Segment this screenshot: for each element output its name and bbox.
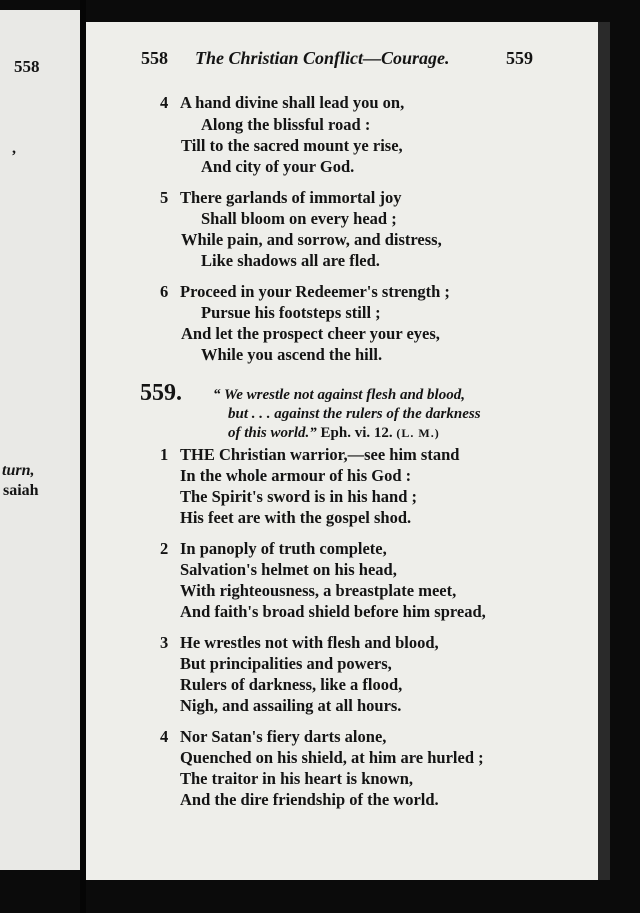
header-title: The Christian Conflict—Courage. bbox=[195, 48, 450, 68]
verse-line: The traitor in his heart is known, bbox=[180, 769, 414, 788]
page-edge bbox=[596, 22, 610, 880]
verse-line: And the dire friendship of the world. bbox=[180, 790, 439, 809]
verse-line: Nigh, and assailing at all hours. bbox=[180, 696, 402, 715]
verse-number: 2 bbox=[160, 539, 169, 558]
verse-number: 6 bbox=[160, 282, 169, 301]
verse-line: Rulers of darkness, like a flood, bbox=[180, 675, 403, 694]
epigraph-line: but . . . against the rulers of the darkness bbox=[228, 406, 481, 422]
epigraph-text: of this world.” bbox=[228, 425, 317, 441]
left-page-fragment: turn, bbox=[2, 462, 35, 479]
verse-line: In panoply of truth complete, bbox=[180, 539, 387, 558]
verse-line: Pursue his footsteps still ; bbox=[201, 303, 381, 322]
verse-line: THE Christian warrior,—see him stand bbox=[180, 445, 460, 464]
verse-line: Like shadows all are fled. bbox=[201, 251, 380, 270]
verse-line: Shall bloom on every head ; bbox=[201, 209, 397, 228]
verse-line: Quenched on his shield, at him are hurled ; bbox=[180, 748, 484, 767]
verse-line: With righteousness, a breastplate meet, bbox=[180, 581, 457, 600]
verse-line: His feet are with the gospel shod. bbox=[180, 508, 412, 527]
verse-line: And faith's broad shield before him spread, bbox=[180, 602, 486, 621]
left-page-number: 558 bbox=[14, 57, 40, 76]
verse-line: Till to the sacred mount ye rise, bbox=[181, 136, 403, 155]
verse-line: But principalities and powers, bbox=[180, 654, 392, 673]
verse-line: Proceed in your Redeemer's strength ; bbox=[180, 282, 450, 301]
verse-line: A hand divine shall lead you on, bbox=[180, 93, 405, 112]
verse-line: While pain, and sorrow, and distress, bbox=[181, 230, 442, 249]
verse-line: He wrestles not with flesh and blood, bbox=[180, 633, 439, 652]
verse-number: 4 bbox=[160, 93, 169, 112]
left-page-fragment: saiah bbox=[3, 482, 39, 499]
scripture-reference: Eph. vi. 12. bbox=[320, 425, 393, 441]
verse-line: Along the blissful road : bbox=[201, 115, 371, 134]
verse-line: There garlands of immortal joy bbox=[180, 188, 402, 207]
verse-line: And let the prospect cheer your eyes, bbox=[181, 324, 440, 343]
verse-line: While you ascend the hill. bbox=[201, 345, 383, 364]
verse-line: And city of your God. bbox=[201, 157, 355, 176]
left-page bbox=[0, 10, 80, 870]
verse-line: In the whole armour of his God : bbox=[180, 466, 412, 485]
epigraph-line: “ We wrestle not against flesh and blood, bbox=[213, 387, 465, 403]
header-right-number: 559 bbox=[506, 48, 533, 68]
epigraph-line bbox=[228, 425, 440, 442]
meter-label: (L. M.) bbox=[396, 426, 440, 440]
left-page-fragment: , bbox=[12, 140, 16, 157]
verse-number: 5 bbox=[160, 188, 169, 207]
header-left-number: 558 bbox=[141, 48, 168, 68]
verse-line: The Spirit's sword is in his hand ; bbox=[180, 487, 418, 506]
running-header bbox=[141, 48, 533, 70]
verse-number: 4 bbox=[160, 727, 169, 746]
verse-number: 1 bbox=[160, 445, 169, 464]
hymn-number: 559. bbox=[140, 380, 182, 406]
verse-line: Nor Satan's fiery darts alone, bbox=[180, 727, 387, 746]
verse-number: 3 bbox=[160, 633, 169, 652]
verse-line: Salvation's helmet on his head, bbox=[180, 560, 397, 579]
